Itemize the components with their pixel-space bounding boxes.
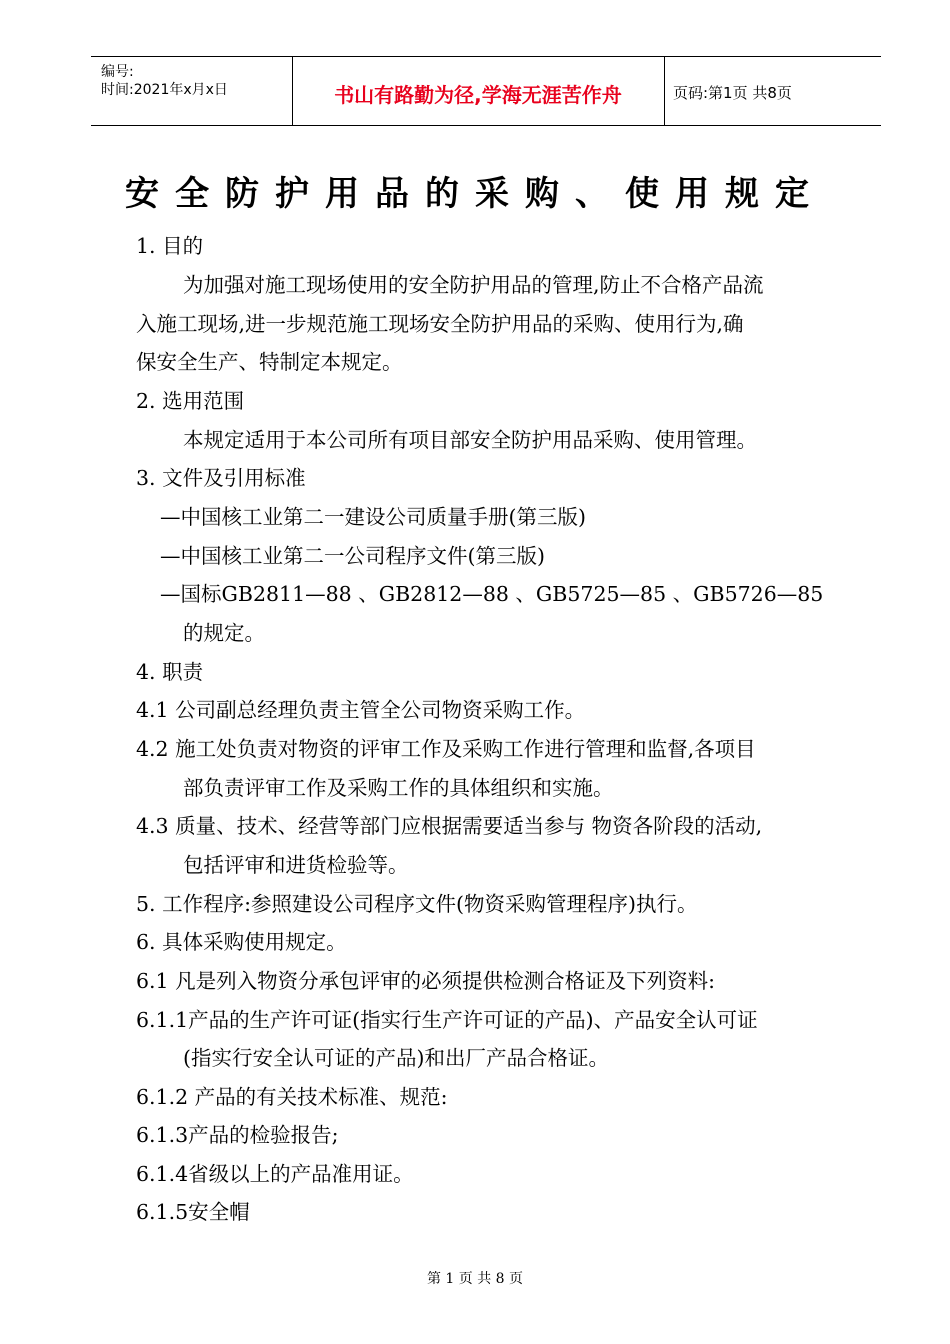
body-line: 的规定。: [183, 621, 265, 645]
document-title: 安全防护用品的采购、使用规定: [125, 174, 825, 214]
time-label: 时间:2021年x月x日: [101, 82, 228, 98]
clause-item: 4.1 公司副总经理负责主管全公司物资采购工作。: [136, 698, 586, 722]
header-motto-cell: [292, 57, 665, 125]
body-line: 部负责评审工作及采购工作的具体组织和实施。: [183, 776, 614, 800]
body-line: 保安全生产、特制定本规定。: [136, 350, 403, 374]
clause-item: 6.1 凡是列入物资分承包评审的必须提供检测合格证及下列资料:: [136, 969, 716, 993]
clause-item: 4.2 施工处负责对物资的评审工作及采购工作进行管理和监督,各项目: [136, 737, 756, 761]
page-footer: 第 1 页 共 8 页: [426, 1271, 524, 1287]
body-line: 本规定适用于本公司所有项目部安全防护用品采购、使用管理。: [183, 428, 757, 452]
section-heading-6: 6. 具体采购使用规定。: [136, 930, 347, 954]
section-heading-4: 4. 职责: [136, 660, 204, 684]
section-heading-1: 1. 目的: [136, 234, 204, 258]
reference-item: —国标GB2811—88 、GB2812—88 、GB5725—85 、GB5726—85: [160, 582, 824, 606]
clause-item: 6.1.1产品的生产许可证(指实行生产许可证的产品)、产品安全认可证: [136, 1008, 758, 1032]
section-heading-3: 3. 文件及引用标准: [136, 466, 306, 490]
body-line: (指实行安全认可证的产品)和出厂产品合格证。: [183, 1046, 609, 1070]
header-page-cell: [665, 57, 881, 125]
reference-item: —中国核工业第二一建设公司质量手册(第三版): [160, 505, 586, 529]
section-heading-2: 2. 选用范围: [136, 389, 245, 413]
clause-item: 6.1.2 产品的有关技术标准、规范:: [136, 1085, 448, 1109]
clause-item: 4.3 质量、技术、经营等部门应根据需要适当参与 物资各阶段的活动,: [136, 814, 763, 838]
page-header: [91, 56, 881, 126]
body-line: 为加强对施工现场使用的安全防护用品的管理,防止不合格产品流: [183, 273, 764, 297]
clause-item: 6.1.5安全帽: [136, 1200, 250, 1224]
motto: 书山有路勤为径,学海无涯苦作舟: [334, 83, 622, 107]
number-label: 编号:: [101, 64, 134, 80]
body-line: 包括评审和进货检验等。: [183, 853, 409, 877]
section-heading-5: 5. 工作程序:参照建设公司程序文件(物资采购管理程序)执行。: [136, 892, 698, 916]
page-info: 页码:第1页 共8页: [673, 84, 792, 102]
clause-item: 6.1.4省级以上的产品准用证。: [136, 1162, 414, 1186]
header-info-cell: [91, 57, 293, 125]
body-line: 入施工现场,进一步规范施工现场安全防护用品的采购、使用行为,确: [136, 312, 744, 336]
clause-item: 6.1.3产品的检验报告;: [136, 1123, 339, 1147]
reference-item: —中国核工业第二一公司程序文件(第三版): [160, 544, 545, 568]
